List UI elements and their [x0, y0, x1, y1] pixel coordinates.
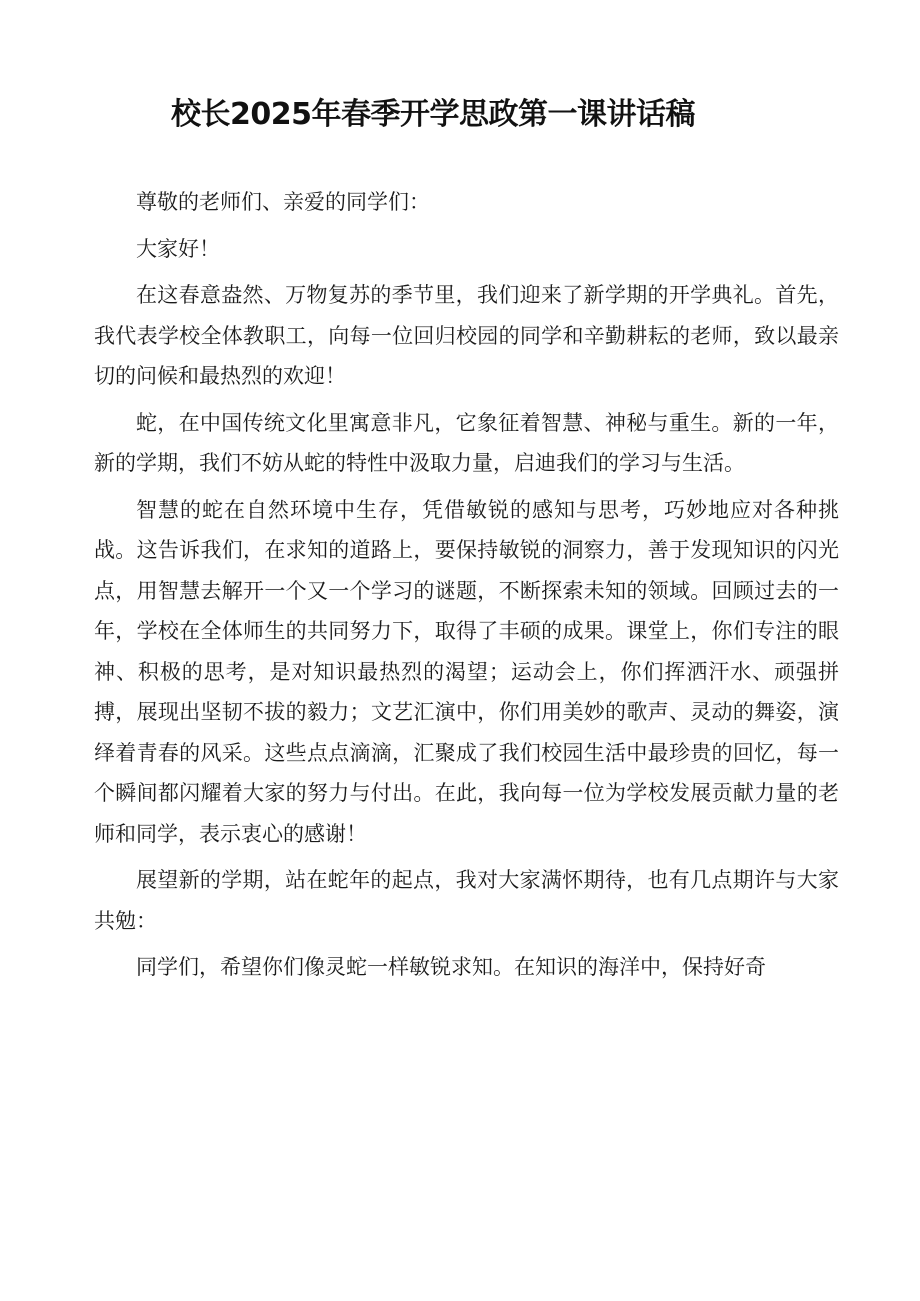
body-paragraph: 同学们，希望你们像灵蛇一样敏锐求知。在知识的海洋中，保持好奇	[136, 955, 766, 979]
document-title: 校长2025年春季开学思政第一课讲话稿	[171, 97, 695, 132]
body-paragraph: 展望新的学期，站在蛇年的起点，我对大家满怀期待，也有几点期许与大家共勉：	[94, 868, 839, 933]
body-paragraph: 蛇，在中国传统文化里寓意非凡，它象征着智慧、神秘与重生。新的一年，新的学期，我们不妨从蛇的特性中汲取力量，启迪我们的学习与生活。	[94, 410, 839, 475]
salutation-paragraph: 尊敬的老师们、亲爱的同学们：	[136, 190, 430, 214]
body-paragraph: 智慧的蛇在自然环境中生存，凭借敏锐的感知与思考，巧妙地应对各种挑战。这告诉我们，在求知的道路上，要保持敏锐的洞察力，善于发现知识的闪光点，用智慧去解开一个又一个学习的谜题，不断探索未知的领域。回顾过去的一年，学校在全体师生的共同努力下，取得了丰硕的成果。课堂上，你们专注的眼神、积极的思考，是对知识最热烈的渴望；运动会上，你们挥洒汗水、顽强拼搏，展现出坚韧不拔的毅力；文艺汇演中，你们用美妙的歌声、灵动的舞姿，演绎着青春的风采。这些点点滴滴，汇聚成了我们校园生活中最珍贵的回忆，每一个瞬间都闪耀着大家的努力与付出。在此，我向每一位为学校发展贡献力量的老师和同学，表示衷心的感谢！	[94, 497, 839, 846]
body-paragraph: 在这春意盎然、万物复苏的季节里，我们迎来了新学期的开学典礼。首先，我代表学校全体教职工，向每一位回归校园的同学和辛勤耕耘的老师，致以最亲切的问候和最热烈的欢迎！	[94, 283, 839, 388]
document-body	[94, 182, 839, 994]
greeting-paragraph: 大家好！	[136, 236, 220, 261]
